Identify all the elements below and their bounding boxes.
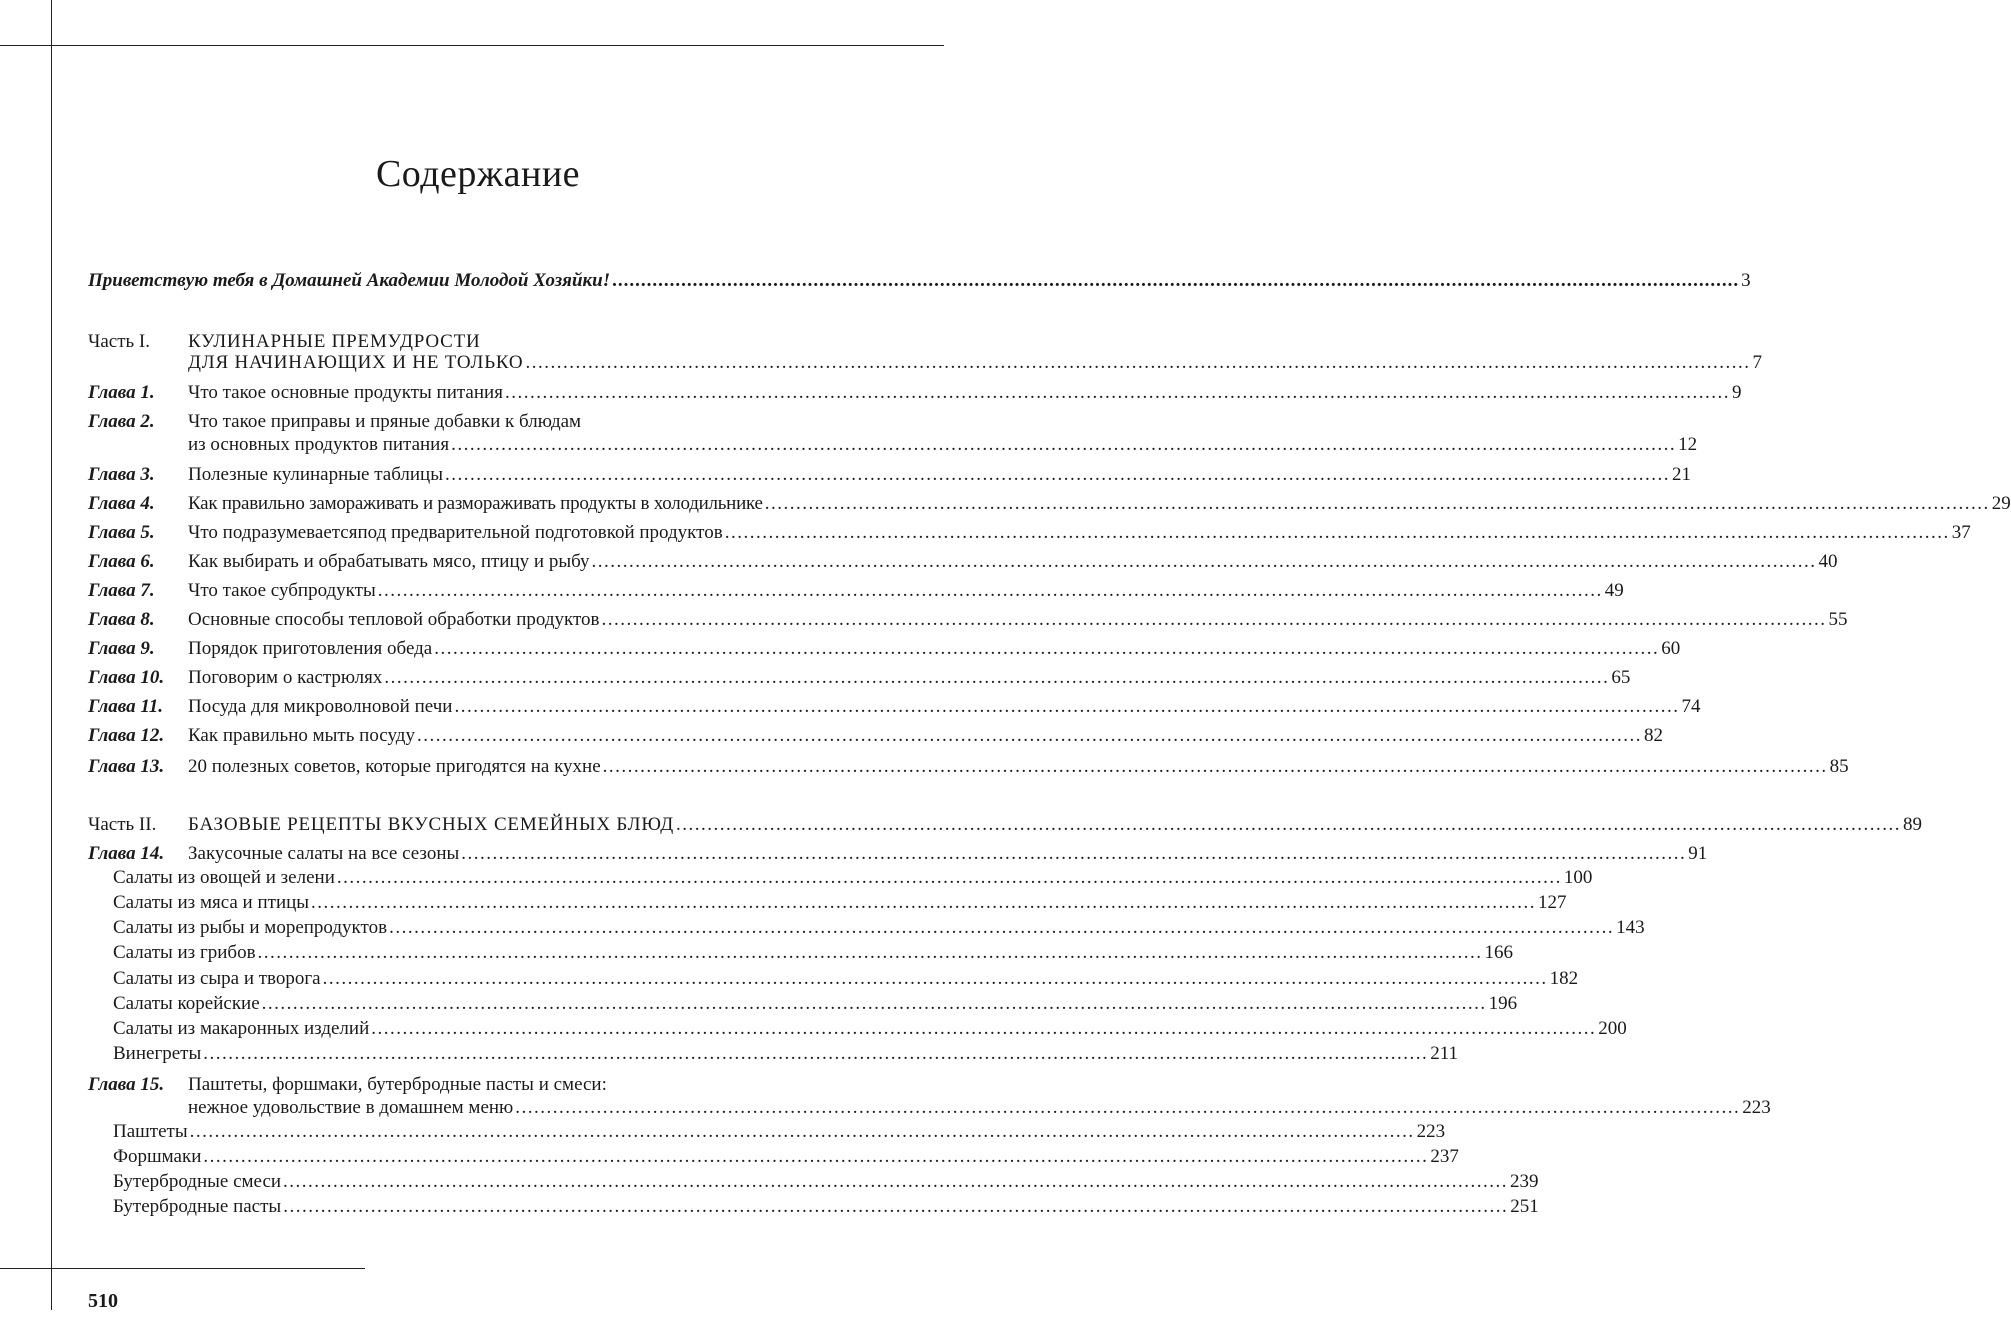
chapter-title: Полезные кулинарные таблицы xyxy=(188,464,443,485)
leader-dots: .................................................................................................................................................................................................... xyxy=(764,493,1990,514)
toc-page-number: 166 xyxy=(1484,942,1514,963)
chapter-label: Глава 13. xyxy=(88,756,165,777)
toc-chapter-2-continuation[interactable] xyxy=(88,432,1698,457)
toc-chapter-11[interactable] xyxy=(88,694,1701,719)
chapter-title: Посуда для микроволновой печи xyxy=(188,696,453,717)
toc-page-number: 223 xyxy=(1416,1121,1446,1142)
chapter-title: Что такое основные продукты питания xyxy=(188,382,503,403)
toc-section[interactable] xyxy=(88,890,1567,915)
toc-page-number: 49 xyxy=(1604,580,1624,601)
toc-page-number: 89 xyxy=(1903,814,1922,835)
leader-dots: .................................................................................................................................................................................................... xyxy=(203,1146,1429,1167)
section-title: Салаты из грибов xyxy=(113,942,256,963)
chapter-title: Как правильно мыть посуду xyxy=(188,725,415,746)
chapter-label: Глава 7. xyxy=(88,580,155,601)
leader-dots: .................................................................................................................................................................................................... xyxy=(724,522,1950,543)
toc-part-2-heading[interactable] xyxy=(88,812,1922,837)
toc-page-number: 223 xyxy=(1742,1097,1771,1118)
toc-page-number: 60 xyxy=(1661,638,1681,659)
leader-dots: .................................................................................................................................................................................................... xyxy=(283,1196,1509,1217)
crop-mark-top xyxy=(0,45,944,46)
section-title: Салаты из сыра и творога xyxy=(113,968,321,989)
chapter-label: Глава 15. xyxy=(88,1074,165,1095)
leader-dots: .................................................................................................................................................................................................... xyxy=(601,609,1827,630)
toc-page-number: 82 xyxy=(1643,725,1663,746)
toc-section[interactable] xyxy=(88,1169,1539,1194)
toc-chapter-7[interactable] xyxy=(88,578,1624,603)
toc-part-1-continuation[interactable] xyxy=(88,350,1762,375)
page-title: Содержание xyxy=(375,153,581,195)
toc-chapter-15[interactable] xyxy=(88,1072,944,1097)
part-label: Часть II. xyxy=(88,814,157,835)
leader-dots: .................................................................................................................................................................................................... xyxy=(283,1171,1509,1192)
chapter-label: Глава 4. xyxy=(88,493,155,514)
toc-page-number: 143 xyxy=(1616,917,1645,938)
chapter-title: Порядок приготовления обеда xyxy=(188,638,433,659)
toc-entry-text: Приветствую тебя в Домашней Академии Молодой Хозяйки! xyxy=(88,270,611,291)
leader-dots: .................................................................................................................................................................................................... xyxy=(444,464,1670,485)
toc-chapter-13[interactable] xyxy=(88,754,1849,779)
toc-page-number: 211 xyxy=(1430,1043,1459,1064)
toc-page-number: 12 xyxy=(1678,434,1698,455)
toc-section[interactable] xyxy=(88,1041,1459,1066)
chapter-label: Глава 10. xyxy=(88,667,165,688)
toc-page-number: 40 xyxy=(1818,551,1838,572)
chapter-label: Глава 1. xyxy=(88,382,155,403)
toc-page-number: 37 xyxy=(1951,522,1971,543)
chapter-title-line2: нежное удовольствие в домашнем меню xyxy=(188,1097,514,1118)
chapter-label: Глава 11. xyxy=(88,696,164,717)
leader-dots: .................................................................................................................................................................................................... xyxy=(434,638,1660,659)
section-title: Форшмаки xyxy=(113,1146,202,1167)
toc-page-number: 21 xyxy=(1671,464,1691,485)
toc-page-number: 251 xyxy=(1510,1196,1539,1217)
leader-dots: .................................................................................................................................................................................................... xyxy=(261,993,1487,1014)
chapter-label: Глава 14. xyxy=(88,843,165,864)
leader-dots: .................................................................................................................................................................................................... xyxy=(676,814,1901,835)
toc-chapter-10[interactable] xyxy=(88,665,1631,690)
toc-chapter-12[interactable] xyxy=(88,723,1663,748)
toc-page-number: 55 xyxy=(1828,609,1848,630)
toc-chapter-15-continuation[interactable] xyxy=(88,1095,1771,1120)
toc-page-number: 237 xyxy=(1430,1146,1459,1167)
toc-entry-intro[interactable] xyxy=(88,268,1751,293)
toc-section[interactable] xyxy=(88,915,1645,940)
chapter-title: Что подразумеваетсяпод предварительной подготовкой продуктов xyxy=(188,522,723,543)
chapter-label: Глава 12. xyxy=(88,725,165,746)
toc-page-number: 29 xyxy=(1991,493,2011,514)
toc-chapter-5[interactable] xyxy=(88,520,1971,545)
toc-page-number: 74 xyxy=(1681,696,1701,717)
toc-page-number: 85 xyxy=(1829,756,1849,777)
toc-page-number: 100 xyxy=(1563,867,1593,888)
chapter-label: Глава 8. xyxy=(88,609,155,630)
toc-chapter-9[interactable] xyxy=(88,636,1681,661)
section-title: Бутербродные смеси xyxy=(113,1171,282,1192)
chapter-label: Глава 2. xyxy=(88,411,155,432)
toc-section[interactable] xyxy=(88,991,1518,1016)
chapter-label: Глава 3. xyxy=(88,464,155,485)
leader-dots: .................................................................................................................................................................................................... xyxy=(389,917,1615,938)
toc-section[interactable] xyxy=(88,865,1593,890)
chapter-title: 20 полезных советов, которые пригодятся на кухне xyxy=(188,756,601,777)
section-title: Салаты из овощей и зелени xyxy=(113,867,335,888)
chapter-title: Как выбирать и обрабатывать мясо, птицу и рыбу xyxy=(188,551,590,572)
chapter-title: Что такое субпродукты xyxy=(188,580,376,601)
section-title: Салаты из мяса и птицы xyxy=(113,892,310,913)
leader-dots: .................................................................................................................................................................................................... xyxy=(384,667,1610,688)
leader-dots: .................................................................................................................................................................................................... xyxy=(336,867,1562,888)
section-title: Салаты из рыбы и морепродуктов xyxy=(113,917,388,938)
toc-page-number: 200 xyxy=(1598,1018,1627,1039)
chapter-title: Поговорим о кастрюлях xyxy=(188,667,383,688)
crop-mark-bottom xyxy=(0,1268,365,1269)
leader-dots: .................................................................................................................................................................................................... xyxy=(602,756,1828,777)
toc-chapter-1[interactable] xyxy=(88,380,1742,405)
chapter-label: Глава 6. xyxy=(88,551,155,572)
leader-dots: .................................................................................................................................................................................................... xyxy=(461,843,1687,864)
section-title: Бутербродные пасты xyxy=(113,1196,282,1217)
toc-section[interactable] xyxy=(88,1119,1446,1144)
leader-dots: .................................................................................................................................................................................................... xyxy=(203,1043,1429,1064)
toc-page-number: 182 xyxy=(1549,968,1579,989)
toc-chapter-8[interactable] xyxy=(88,607,1848,632)
toc-chapter-14[interactable] xyxy=(88,841,1708,866)
toc-page-number: 65 xyxy=(1611,667,1631,688)
leader-dots: .................................................................................................................................................................................................... xyxy=(377,580,1603,601)
toc-section[interactable] xyxy=(88,966,1579,991)
toc-chapter-2[interactable] xyxy=(88,409,944,434)
leader-dots: .................................................................................................................................................................................................... xyxy=(371,1018,1597,1039)
leader-dots: .................................................................................................................................................................................................... xyxy=(454,696,1680,717)
section-title: Салаты из макаронных изделий xyxy=(113,1018,370,1039)
section-title: Паштеты xyxy=(113,1121,188,1142)
crop-mark-vertical xyxy=(51,0,52,1310)
toc-page-number: 239 xyxy=(1510,1171,1539,1192)
chapter-label: Глава 5. xyxy=(88,522,155,543)
leader-dots: .................................................................................................................................................................................................... xyxy=(189,1121,1415,1142)
toc-section[interactable] xyxy=(88,940,1514,965)
section-title: Салаты корейские xyxy=(113,993,260,1014)
toc-page-number: 3 xyxy=(1741,270,1751,291)
part-title-line1: КУЛИНАРНЫЕ ПРЕМУДРОСТИ xyxy=(188,331,481,352)
leader-dots: .................................................................................................................................................................................................... xyxy=(504,382,1730,403)
leader-dots: .................................................................................................................................................................................................... xyxy=(416,725,1642,746)
chapter-title: Как правильно замораживать и размораживать продукты в холодильнике xyxy=(188,493,763,514)
leader-dots: .................................................................................................................................................................................................... xyxy=(525,352,1751,373)
leader-dots: .................................................................................................................................................................................................... xyxy=(612,270,1740,291)
toc-page-number: 196 xyxy=(1488,993,1518,1014)
chapter-title-line1: Что такое приправы и пряные добавки к блюдам xyxy=(188,411,582,432)
chapter-title-line1: Паштеты, форшмаки, бутербродные пасты и смеси: xyxy=(188,1074,607,1095)
section-title: Винегреты xyxy=(113,1043,202,1064)
chapter-title: Основные способы тепловой обработки продуктов xyxy=(188,609,600,630)
page-number: 510 xyxy=(88,1290,118,1312)
toc-chapter-3[interactable] xyxy=(88,462,1691,487)
toc-page-number: 7 xyxy=(1752,352,1762,373)
toc-section[interactable] xyxy=(88,1144,1459,1169)
toc-page-number: 9 xyxy=(1731,382,1742,403)
toc-chapter-6[interactable] xyxy=(88,549,1838,574)
part-title-line2: ДЛЯ НАЧИНАЮЩИХ И НЕ ТОЛЬКО xyxy=(188,352,524,373)
part-title: БАЗОВЫЕ РЕЦЕПТЫ ВКУСНЫХ СЕМЕЙНЫХ БЛЮД xyxy=(188,814,674,835)
toc-section[interactable] xyxy=(88,1016,1627,1041)
toc-page-number: 127 xyxy=(1538,892,1567,913)
toc-section[interactable] xyxy=(88,1194,1539,1219)
leader-dots: .................................................................................................................................................................................................... xyxy=(591,551,1817,572)
leader-dots: .................................................................................................................................................................................................... xyxy=(451,434,1677,455)
chapter-title: Закусочные салаты на все сезоны xyxy=(188,843,460,864)
toc-page-number: 91 xyxy=(1688,843,1708,864)
leader-dots: .................................................................................................................................................................................................... xyxy=(515,1097,1741,1118)
leader-dots: .................................................................................................................................................................................................... xyxy=(257,942,1483,963)
leader-dots: .................................................................................................................................................................................................... xyxy=(311,892,1537,913)
chapter-label: Глава 9. xyxy=(88,638,155,659)
leader-dots: .................................................................................................................................................................................................... xyxy=(322,968,1548,989)
chapter-title-line2: из основных продуктов питания xyxy=(188,434,450,455)
part-label: Часть I. xyxy=(88,331,151,352)
toc-chapter-4[interactable] xyxy=(88,491,2011,516)
